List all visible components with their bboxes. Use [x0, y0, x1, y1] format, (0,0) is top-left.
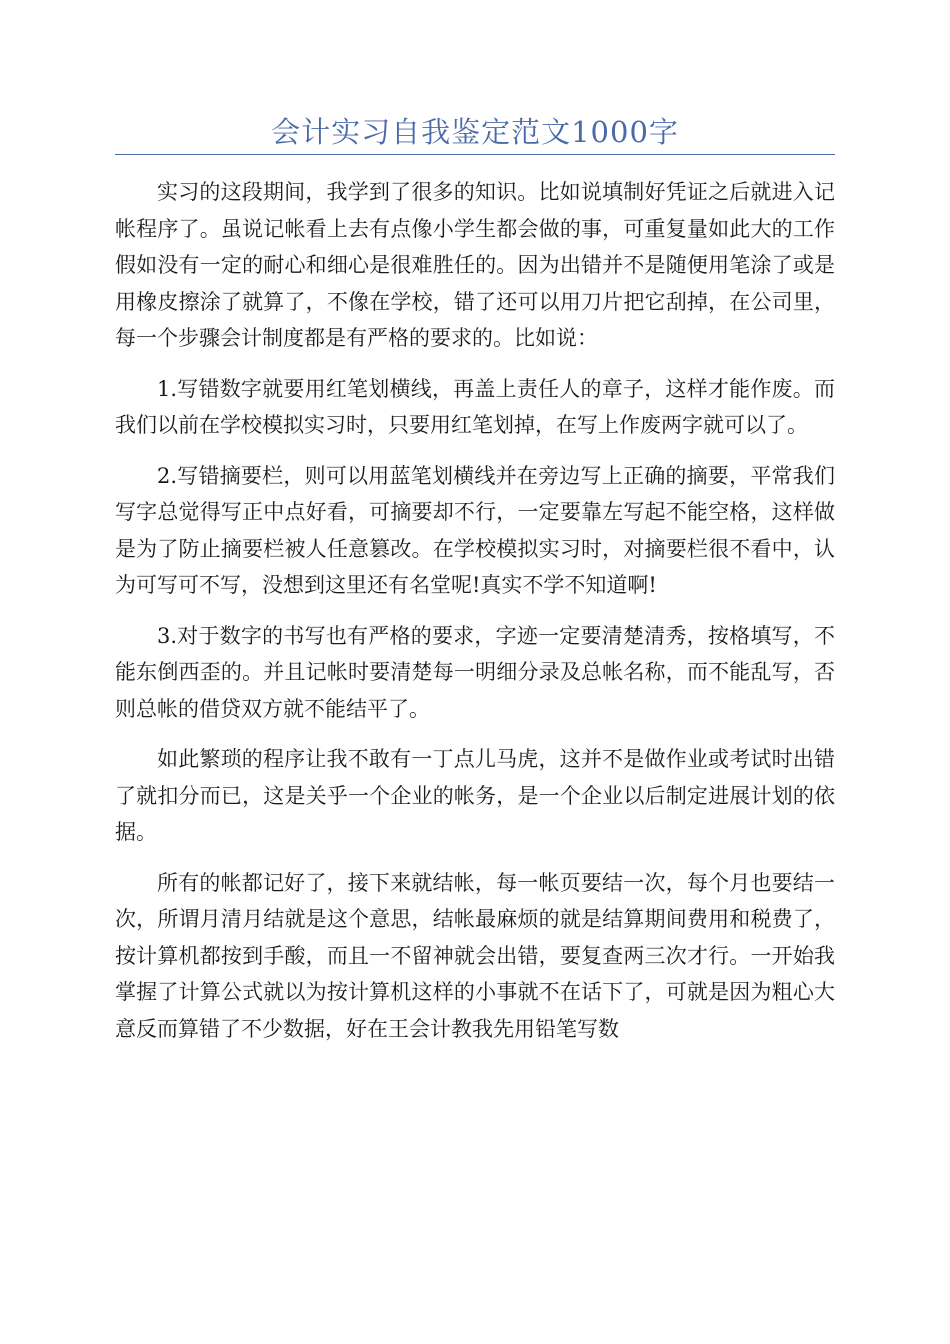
paragraph-intro: 实习的这段期间，我学到了很多的知识。比如说填制好凭证之后就进入记帐程序了。虽说记帐看上去有点像小学生都会做的事，可重复量如此大的工作假如没有一定的耐心和细心是很难胜任的。因为出错并不是随便用笔涂了或是用橡皮擦涂了就算了，不像在学校，错了还可以用刀片把它刮掉，在公司里，每一个步骤会计制度都是有严格的要求的。比如说： — [115, 180, 835, 350]
paragraph-closing: 所有的帐都记好了，接下来就结帐，每一帐页要结一次，每个月也要结一次，所谓月清月结就是这个意思，结帐最麻烦的就是结算期间费用和税费了，按计算机都按到手酸，而且一不留神就会出错，要复查两三次才行。一开始我掌握了计算公式就以为按计算机这样的小事就不在话下了，可就是因为粗心大意反而算错了不少数据，好在王会计教我先用铅笔写数 — [115, 870, 835, 1041]
paragraph-item-3: 3.对于数字的书写也有严格的要求，字迹一定要清楚清秀，按格填写，不能东倒西歪的。并且记帐时要清楚每一明细分录及总帐名称，而不能乱写，否则总帐的借贷双方就不能结平了。 — [115, 623, 835, 721]
title-underline — [115, 154, 835, 155]
document-title: 会计实习自我鉴定范文1000字 — [271, 115, 679, 149]
document-body — [115, 174, 835, 1061]
paragraph-item-1: 1.写错数字就要用红笔划横线，再盖上责任人的章子，这样才能作废。而我们以前在学校模拟实习时，只要用红笔划掉，在写上作废两字就可以了。 — [115, 376, 835, 437]
paragraph-item-2: 2.写错摘要栏，则可以用蓝笔划横线并在旁边写上正确的摘要，平常我们写字总觉得写正中点好看，可摘要却不行，一定要靠左写起不能空格，这样做是为了防止摘要栏被人任意篡改。在学校模拟实习时，对摘要栏很不看中，认为可写可不写，没想到这里还有名堂呢!真实不学不知道啊! — [115, 463, 835, 597]
paragraph-reflection: 如此繁琐的程序让我不敢有一丁点儿马虎，这并不是做作业或考试时出错了就扣分而已，这是关乎一个企业的帐务，是一个企业以后制定进展计划的依据。 — [115, 747, 835, 844]
